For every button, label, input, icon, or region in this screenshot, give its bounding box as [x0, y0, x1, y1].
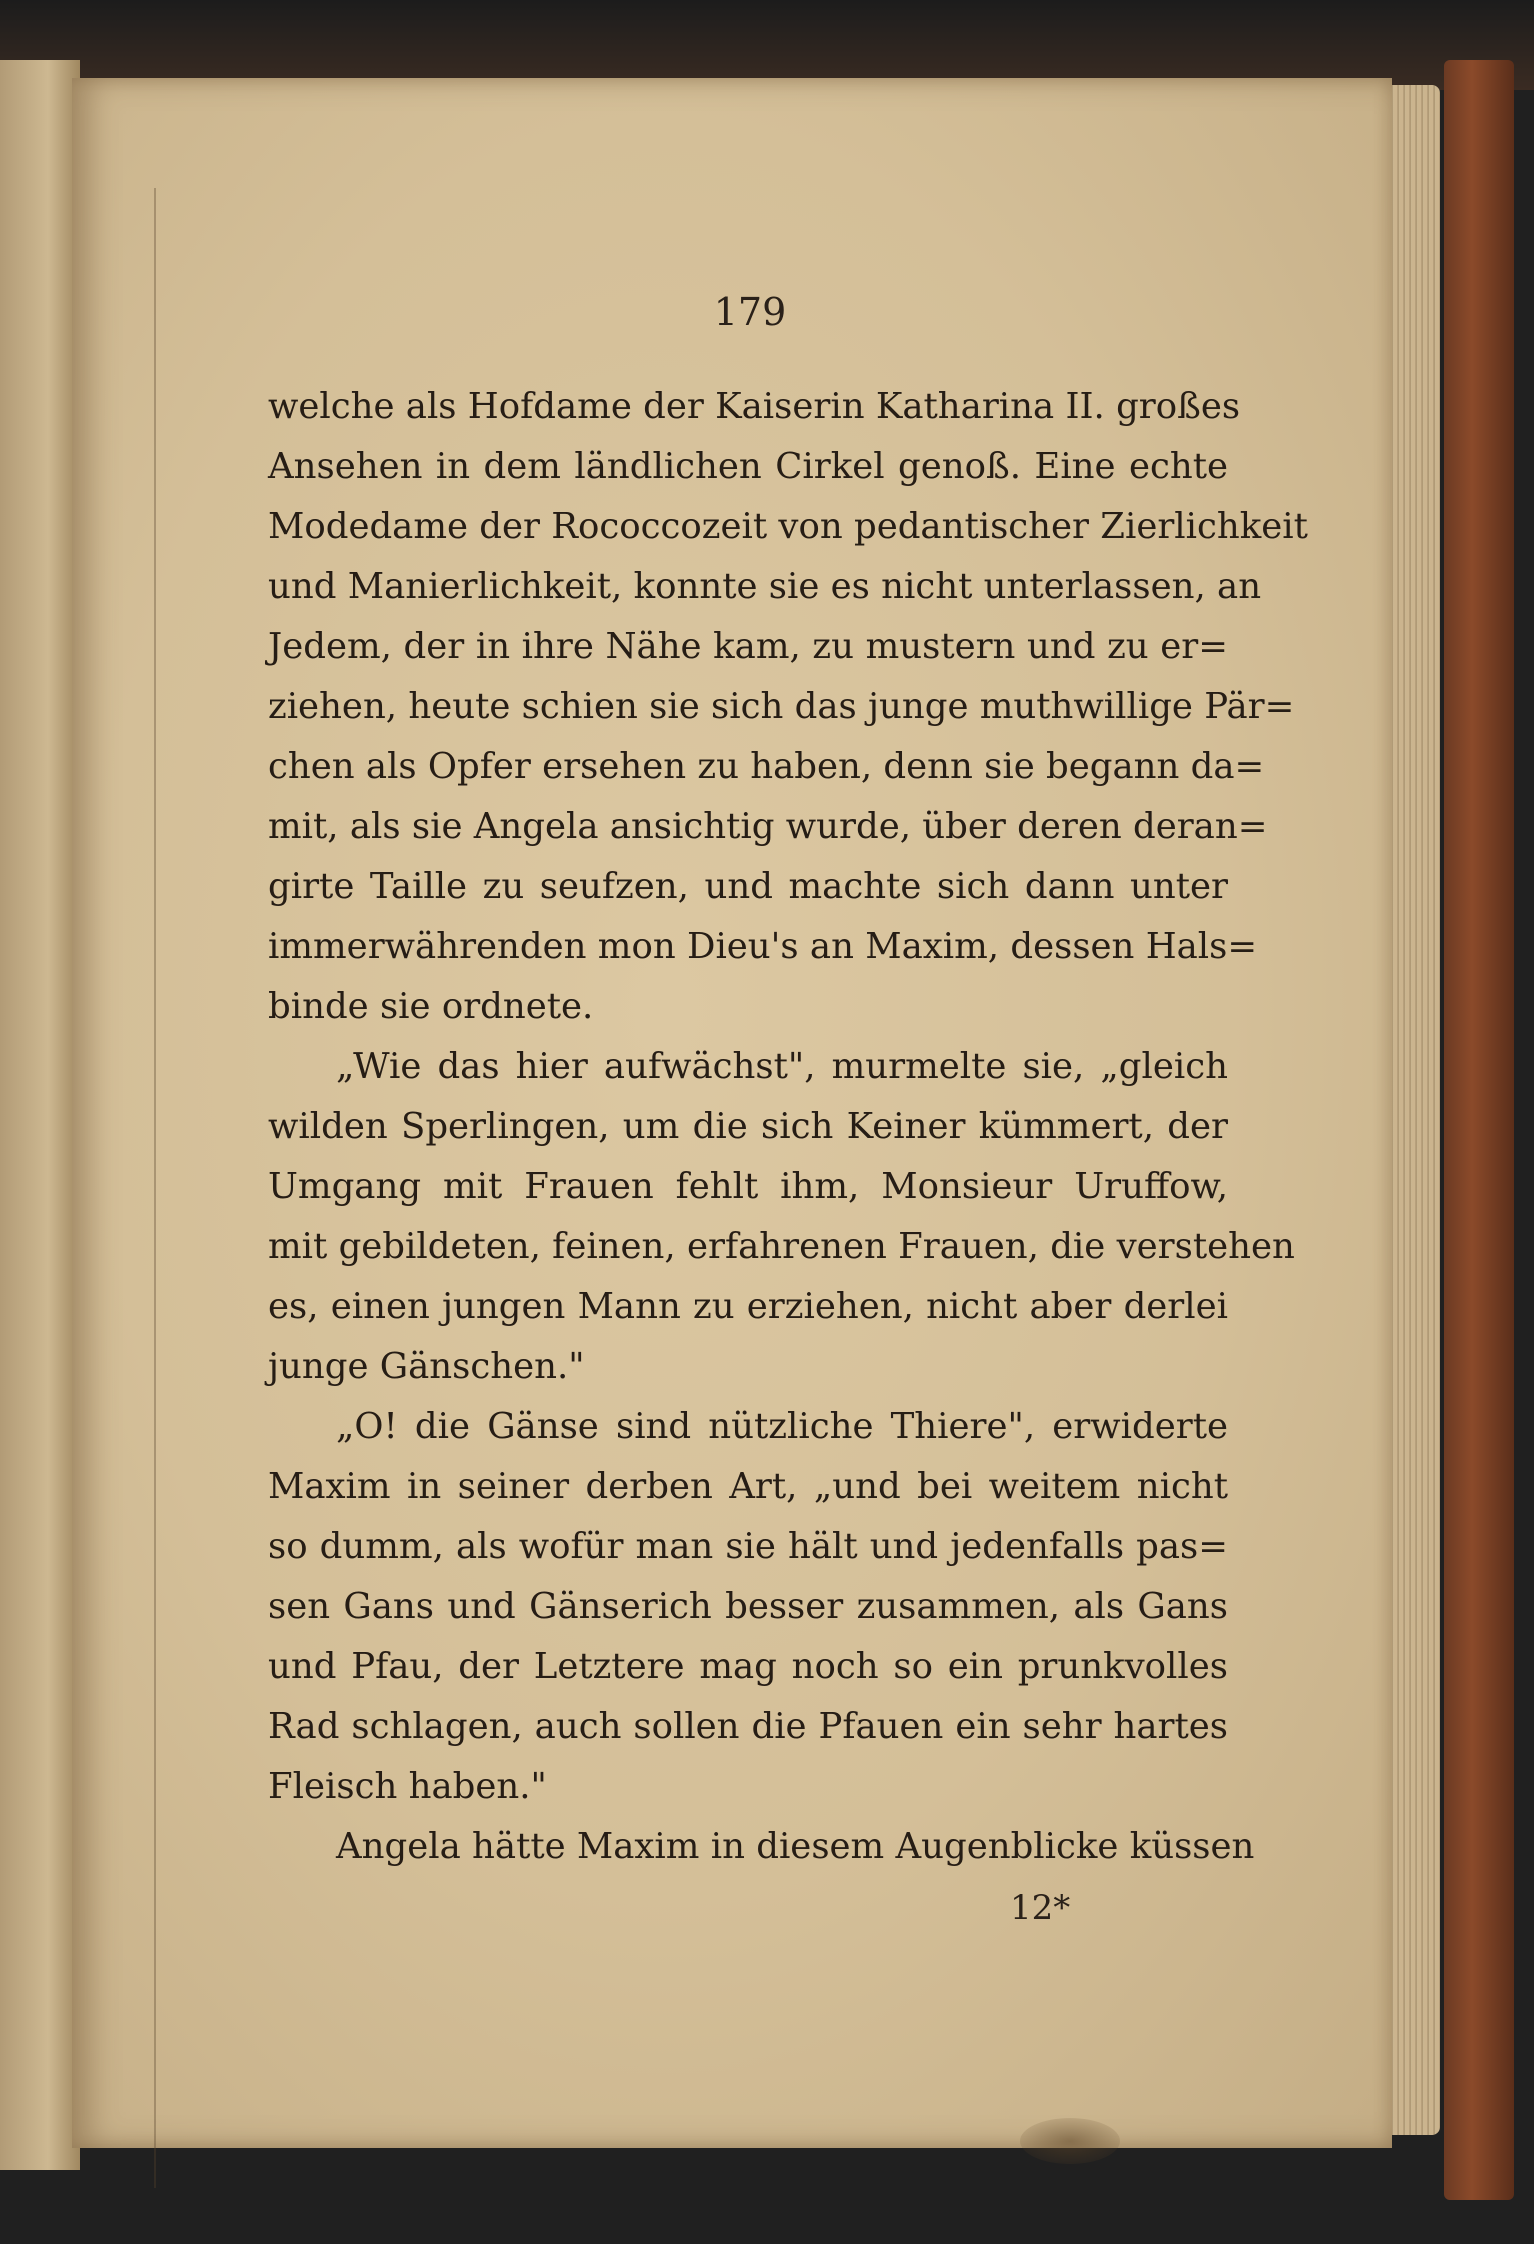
- signature-mark: 12*: [1010, 1888, 1071, 1928]
- text-line: mit, als sie Angela ansichtig wurde, über deren deran=: [268, 806, 1268, 847]
- text-line: Modedame der Rococcozeit von pedantischer Zierlichkeit: [268, 506, 1308, 547]
- text-line: wilden Sperlingen, um die sich Keiner kümmert, der: [268, 1106, 1228, 1147]
- text-line: girte Taille zu seufzen, und machte sich dann unter: [268, 866, 1228, 907]
- text-line: welche als Hofdame der Kaiserin Katharina II. großes: [268, 386, 1241, 427]
- text-line: ziehen, heute schien sie sich das junge muthwillige Pär=: [268, 686, 1295, 727]
- text-line: Jedem, der in ihre Nähe kam, zu mustern und zu er=: [268, 626, 1228, 667]
- text-line: Angela hätte Maxim in diesem Augenblicke küssen: [336, 1826, 1255, 1867]
- text-line: so dumm, als wofür man sie hält und jedenfalls pas=: [268, 1526, 1228, 1567]
- text-line: Fleisch haben.": [268, 1766, 547, 1807]
- text-line: Maxim in seiner derben Art, „und bei weitem nicht: [268, 1466, 1228, 1507]
- book-cover-top: [0, 0, 1534, 90]
- text-line: mit gebildeten, feinen, erfahrenen Frauen, die verstehen: [268, 1226, 1295, 1267]
- text-line: junge Gänschen.": [268, 1346, 585, 1387]
- page-number: 179: [713, 290, 787, 334]
- text-line: und Pfau, der Letztere mag noch so ein prunkvolles: [268, 1646, 1228, 1687]
- text-line: Umgang mit Frauen fehlt ihm, Monsieur Uruffow,: [268, 1166, 1228, 1207]
- text-line: chen als Opfer ersehen zu haben, denn sie begann da=: [268, 746, 1265, 787]
- text-line: sen Gans und Gänserich besser zusammen, als Gans: [268, 1586, 1228, 1627]
- text-line: Ansehen in dem ländlichen Cirkel genoß. Eine echte: [268, 446, 1228, 487]
- text-line: und Manierlichkeit, konnte sie es nicht unterlassen, an: [268, 566, 1262, 607]
- facing-page-edge: [0, 60, 80, 2170]
- text-line: „Wie das hier aufwächst", murmelte sie, „gleich: [336, 1046, 1228, 1087]
- gutter-shadow: [154, 188, 156, 2188]
- text-line: es, einen jungen Mann zu erziehen, nicht aber derlei: [268, 1286, 1228, 1327]
- book-cover-right: [1444, 60, 1514, 2200]
- body-text: [268, 377, 1308, 1877]
- text-line: immerwährenden mon Dieu's an Maxim, dessen Hals=: [268, 926, 1258, 967]
- text-line: binde sie ordnete.: [268, 986, 594, 1027]
- text-line: Rad schlagen, auch sollen die Pfauen ein sehr hartes: [268, 1706, 1228, 1747]
- text-line: „O! die Gänse sind nützliche Thiere", erwiderte: [336, 1406, 1228, 1447]
- ink-stain: [1020, 2118, 1120, 2164]
